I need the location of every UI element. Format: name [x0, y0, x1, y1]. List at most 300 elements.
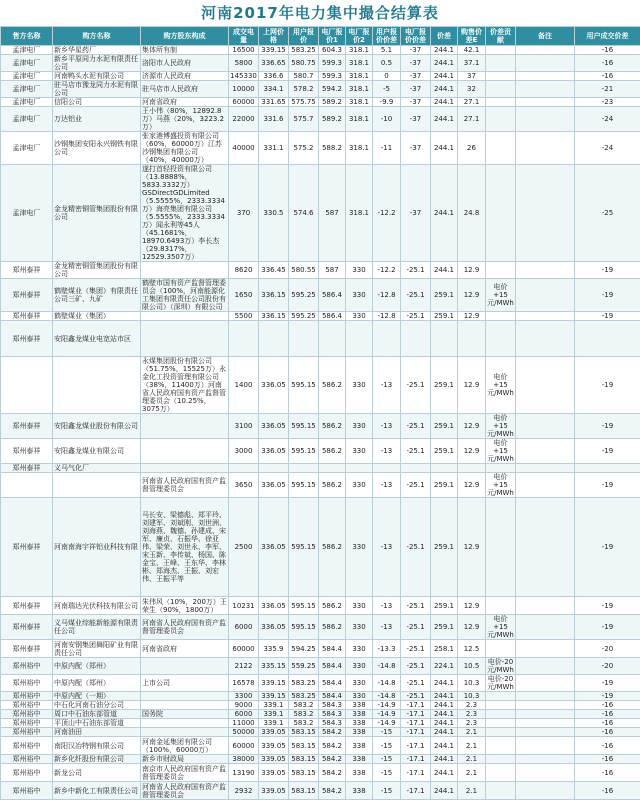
table-cell: 584.4 [319, 658, 346, 675]
table-cell: 583.2 [289, 701, 319, 710]
table-cell: 16578 [229, 675, 259, 692]
table-row [1, 279, 640, 312]
table-cell: 595.15 [289, 414, 319, 439]
table-cell: -16 [575, 55, 640, 72]
table-cell: 安阳鑫龙煤业股份有限公司 [53, 414, 141, 439]
table-cell: 339.05 [259, 782, 289, 800]
table-cell: 244.1 [431, 782, 458, 800]
table-cell: 339.15 [259, 675, 289, 692]
table-cell: -9.9 [373, 98, 401, 107]
table-cell [486, 55, 516, 72]
table-row [1, 357, 640, 414]
table-cell: 259.1 [431, 498, 458, 597]
table-cell: 郑州泰祥 [1, 279, 53, 312]
table-cell: 580.55 [289, 262, 319, 279]
table-cell: 338 [346, 737, 373, 755]
column-header: 购售价差E [458, 27, 486, 46]
table-cell: -20 [575, 658, 640, 675]
table-cell: -24 [575, 132, 640, 165]
table-cell: 583.15 [289, 737, 319, 755]
table-cell: 338 [346, 764, 373, 782]
table-cell: 338 [346, 782, 373, 800]
table-cell: 驻马店市豫龙同力水泥有限公司 [53, 81, 141, 98]
table-cell: -19 [575, 439, 640, 464]
table-cell: 沙钢集团安阳永兴钢铁有限公司 [53, 132, 141, 165]
table-cell: 586.2 [319, 473, 346, 498]
table-cell: 河南安钢集团舞阳矿业有限责任公司 [53, 640, 141, 658]
column-header: 电厂报价1 [319, 27, 346, 46]
table-cell: -37 [401, 132, 431, 165]
table-cell: 5800 [229, 55, 259, 72]
table-cell: 电价-20元/MWh [486, 675, 516, 692]
table-cell: 22000 [229, 107, 259, 132]
table-row [1, 414, 640, 439]
table-cell [141, 658, 229, 675]
table-row [1, 615, 640, 640]
table-cell: -16 [575, 782, 640, 800]
table-cell: 244.1 [431, 98, 458, 107]
table-cell: 583.25 [289, 675, 319, 692]
table-cell: -24 [575, 107, 640, 132]
table-cell: 郑州裕中 [1, 658, 53, 675]
table-cell: 孟津电厂 [1, 81, 53, 98]
table-cell [486, 132, 516, 165]
table-cell: -15 [373, 737, 401, 755]
table-cell [141, 312, 229, 321]
table-cell: -13 [373, 498, 401, 597]
table-cell: 王小伟（80%，12892.8万）马燕（20%，3223.2万） [141, 107, 229, 132]
table-cell [516, 692, 575, 701]
table-cell [516, 132, 575, 165]
table-cell: 郑州裕中 [1, 764, 53, 782]
table-cell: 244.1 [431, 701, 458, 710]
table-cell: 330 [346, 692, 373, 701]
table-cell [516, 719, 575, 728]
table-cell: 318.1 [346, 98, 373, 107]
table-cell: 336.05 [259, 498, 289, 597]
table-cell: 国务院 [141, 710, 229, 719]
table-cell: 594.25 [289, 640, 319, 658]
table-cell [516, 279, 575, 312]
table-cell [486, 98, 516, 107]
table-row [1, 640, 640, 658]
table-cell: 244.1 [431, 55, 458, 72]
table-cell: 586.4 [319, 279, 346, 312]
table-cell: 平顶山中石油东部管道 [53, 719, 141, 728]
table-cell: -37 [401, 72, 431, 81]
table-cell: 郑州泰祥 [1, 321, 53, 357]
table-cell [516, 464, 575, 473]
table-cell: 60000 [229, 737, 259, 755]
table-cell [516, 755, 575, 764]
table-cell [141, 414, 229, 439]
table-cell [486, 498, 516, 597]
table-row [1, 737, 640, 755]
table-cell: -16 [575, 72, 640, 81]
table-cell [458, 464, 486, 473]
table-cell: 259.1 [431, 414, 458, 439]
table-cell: 6000 [229, 615, 259, 640]
table-cell: 2.3 [458, 719, 486, 728]
table-cell [141, 439, 229, 464]
table-cell: 南阳汉冶特钢有限公司 [53, 737, 141, 755]
table-cell: 599.3 [319, 55, 346, 72]
table-cell [346, 321, 373, 357]
table-cell: 义马煤业综能新能源有限责任公司 [53, 615, 141, 640]
table-cell [516, 98, 575, 107]
column-header: 购方股东构成 [141, 27, 229, 46]
table-cell: 电价+15元/MWh [486, 473, 516, 498]
table-row [1, 132, 640, 165]
table-cell: -37 [401, 46, 431, 55]
table-cell: 5.1 [373, 46, 401, 55]
table-cell: 50000 [229, 728, 259, 737]
table-cell: 259.1 [431, 312, 458, 321]
table-cell: 5500 [229, 312, 259, 321]
table-cell: -15 [373, 764, 401, 782]
table-cell: 26 [458, 132, 486, 165]
table-cell [516, 701, 575, 710]
table-cell [516, 658, 575, 675]
table-cell: 中石化河南石油分公司 [53, 701, 141, 710]
table-cell: -14.9 [373, 710, 401, 719]
table-cell: 244.1 [431, 107, 458, 132]
table-cell: -14.8 [373, 658, 401, 675]
table-cell [486, 81, 516, 98]
table-cell: 587 [319, 165, 346, 262]
table-cell: 338 [346, 755, 373, 764]
table-cell: 电价+15元/MWh [486, 357, 516, 414]
table-cell: 583.15 [289, 728, 319, 737]
table-cell: 电价+15元/MWh [486, 439, 516, 464]
table-cell [373, 464, 401, 473]
table-cell [458, 321, 486, 357]
table-cell: -19 [575, 692, 640, 701]
table-cell: -17.1 [401, 782, 431, 800]
table-cell: 330 [346, 439, 373, 464]
table-cell: -21 [575, 81, 640, 98]
table-cell [486, 692, 516, 701]
table-row [1, 312, 640, 321]
table-cell: 339.05 [259, 728, 289, 737]
table-cell: -5 [373, 81, 401, 98]
table-cell: 郑州裕中 [1, 728, 53, 737]
table-row [1, 782, 640, 800]
table-cell: 2.1 [458, 737, 486, 755]
table-cell: 559.25 [289, 658, 319, 675]
table-cell: 12.9 [458, 357, 486, 414]
table-cell: 郑州泰祥 [1, 615, 53, 640]
table-cell: 336.45 [259, 262, 289, 279]
table-cell: 244.1 [431, 764, 458, 782]
table-cell: -13.3 [373, 640, 401, 658]
table-cell: 586.4 [319, 312, 346, 321]
table-cell: 586.2 [319, 414, 346, 439]
table-cell: 584.2 [319, 782, 346, 800]
table-cell: 586.2 [319, 357, 346, 414]
table-cell [486, 464, 516, 473]
table-cell: 339.15 [259, 692, 289, 701]
table-cell: 584.4 [319, 675, 346, 692]
table-cell [486, 72, 516, 81]
table-cell: 595.25 [289, 312, 319, 321]
table-cell: 河南金延集团有限公司（100%，60000万） [141, 737, 229, 755]
table-row [1, 98, 640, 107]
table-cell [141, 464, 229, 473]
table-cell: 2.1 [458, 728, 486, 737]
table-cell [431, 464, 458, 473]
table-row [1, 755, 640, 764]
table-cell: 郑州裕中 [1, 710, 53, 719]
table-cell: 集体所有制 [141, 46, 229, 55]
table-cell: 10.3 [458, 692, 486, 701]
table-cell: -25.1 [401, 615, 431, 640]
table-cell [141, 321, 229, 357]
table-cell: 338 [346, 701, 373, 710]
table-row [1, 728, 640, 737]
table-cell: 2.1 [458, 755, 486, 764]
header-row [1, 27, 640, 46]
table-row [1, 658, 640, 675]
table-cell [259, 464, 289, 473]
table-cell: 336.05 [259, 597, 289, 615]
table-cell: 新乡市财政局 [141, 755, 229, 764]
table-cell: 11000 [229, 719, 259, 728]
table-cell: 60000 [229, 640, 259, 658]
table-cell [486, 597, 516, 615]
table-cell: 331.6 [259, 107, 289, 132]
table-cell: 郑州裕中 [1, 719, 53, 728]
table-cell: 孟津电厂 [1, 46, 53, 55]
table-cell: -17.1 [401, 710, 431, 719]
table-cell: 12.5 [458, 640, 486, 658]
table-cell [289, 464, 319, 473]
table-cell: 584.2 [319, 728, 346, 737]
table-cell [486, 701, 516, 710]
table-cell: -25.1 [401, 640, 431, 658]
table-row [1, 321, 640, 357]
table-cell [516, 81, 575, 98]
table-cell: 12.9 [458, 262, 486, 279]
table-cell: 中原内配（一期） [53, 692, 141, 701]
table-row [1, 72, 640, 81]
table-cell [575, 321, 640, 357]
table-cell: 586.2 [319, 597, 346, 615]
table-cell: -19 [575, 498, 640, 597]
table-cell [401, 464, 431, 473]
table-cell: -17.1 [401, 728, 431, 737]
table-cell: -25.1 [401, 498, 431, 597]
table-cell: 27.1 [458, 98, 486, 107]
table-cell: 583.2 [289, 719, 319, 728]
table-cell: 583.25 [289, 46, 319, 55]
table-cell: 584.2 [319, 737, 346, 755]
table-cell: 河南南海宇祥铝业科技有限 [53, 498, 141, 597]
table-cell: -19 [575, 473, 640, 498]
table-cell: 10231 [229, 597, 259, 615]
table-cell: 575.7 [289, 107, 319, 132]
table-cell: 12.9 [458, 615, 486, 640]
table-row [1, 473, 640, 498]
table-row [1, 46, 640, 55]
table-cell: 330 [346, 312, 373, 321]
table-cell: 583.15 [289, 755, 319, 764]
table-cell: 574.6 [289, 165, 319, 262]
table-cell: 330 [346, 357, 373, 414]
table-cell: -25.1 [401, 692, 431, 701]
table-cell [516, 675, 575, 692]
table-cell: 37.1 [458, 55, 486, 72]
table-cell: -12.8 [373, 279, 401, 312]
table-cell [516, 764, 575, 782]
table-cell: 安阳鑫龙煤业电宽站市区 [53, 321, 141, 357]
table-cell: 孟津电厂 [1, 165, 53, 262]
table-cell: -15 [373, 782, 401, 800]
table-cell [516, 72, 575, 81]
table-cell: 义马气化厂 [53, 464, 141, 473]
table-cell: 中原内配（郑州） [53, 675, 141, 692]
table-cell: 孟津电厂 [1, 98, 53, 107]
table-cell: 330 [346, 279, 373, 312]
table-cell: 604.3 [319, 46, 346, 55]
table-cell: -16 [575, 728, 640, 737]
table-row [1, 719, 640, 728]
table-cell: 584.4 [319, 692, 346, 701]
table-cell [516, 473, 575, 498]
table-cell: 335.9 [259, 640, 289, 658]
page-title: 河南2017年电力集中撮合结算表 [0, 0, 640, 26]
table-cell: -12.2 [373, 165, 401, 262]
table-cell: 2.1 [458, 782, 486, 800]
table-cell: 万达铝业 [53, 107, 141, 132]
table-cell: 郑州泰祥 [1, 439, 53, 464]
table-cell: 338 [346, 728, 373, 737]
table-cell: 遂打首轻投资有限公司（13.8888%，5833.3332万）GSDirectGDLimited（5.5555%，2333.3334万）海亮集团有限公司（5.5555%，2333.3334万）闻永利等45人（45.1681%，18970.6493万）李长杰（29.8317%，12529.3507万） [141, 165, 229, 262]
table-cell: 2500 [229, 498, 259, 597]
table-cell: 电价+15元/MWh [486, 615, 516, 640]
table-cell: 586.2 [319, 498, 346, 597]
table-cell: 244.1 [431, 692, 458, 701]
table-cell: -16 [575, 755, 640, 764]
table-cell: -25.1 [401, 473, 431, 498]
table-cell [141, 262, 229, 279]
table-cell [486, 312, 516, 321]
table-cell: -37 [401, 98, 431, 107]
table-cell: 370 [229, 165, 259, 262]
table-cell: -13 [373, 439, 401, 464]
table-cell [516, 414, 575, 439]
table-cell [401, 321, 431, 357]
table-cell: 244.1 [431, 737, 458, 755]
table-cell: 588.2 [319, 132, 346, 165]
table-cell: 河南省政府 [141, 640, 229, 658]
table-cell: 鹤壁市国有资产监督管理委员会（100%，河南能源化工集团有限责任公司股份有限公司）（深圳）有限公司 [141, 279, 229, 312]
table-cell: 336.05 [259, 414, 289, 439]
table-cell [486, 764, 516, 782]
table-cell [141, 692, 229, 701]
table-cell: 13190 [229, 764, 259, 782]
table-cell [486, 710, 516, 719]
table-cell: 336.05 [259, 439, 289, 464]
table-cell [486, 755, 516, 764]
table-cell: 孟津电厂 [1, 72, 53, 81]
table-row [1, 597, 640, 615]
table-cell: 330 [346, 615, 373, 640]
table-cell: 595.15 [289, 439, 319, 464]
table-cell: 10.5 [458, 658, 486, 675]
table-cell: -17.1 [401, 737, 431, 755]
table-cell: 2932 [229, 782, 259, 800]
table-cell: -25.1 [401, 357, 431, 414]
table-cell: 583.15 [289, 764, 319, 782]
table-cell: 12.9 [458, 597, 486, 615]
table-cell: 580.7 [289, 72, 319, 81]
column-header: 上网价格 [259, 27, 289, 46]
table-cell: 244.1 [431, 675, 458, 692]
table-cell: 中原内配（郑州） [53, 658, 141, 675]
table-cell: -19 [575, 262, 640, 279]
table-cell: 584.3 [319, 710, 346, 719]
table-cell: -11 [373, 132, 401, 165]
column-header: 备注 [516, 27, 575, 46]
table-cell: 9000 [229, 701, 259, 710]
table-cell: 37 [458, 72, 486, 81]
table-cell: 12.9 [458, 414, 486, 439]
table-cell: 330 [346, 414, 373, 439]
table-cell: 电价+15元/MWh [486, 279, 516, 312]
table-cell: -14.9 [373, 719, 401, 728]
table-cell: 595.15 [289, 357, 319, 414]
table-cell [516, 321, 575, 357]
table-cell [516, 597, 575, 615]
table-cell: 589.2 [319, 107, 346, 132]
table-cell [229, 464, 259, 473]
table-cell: 595.15 [289, 615, 319, 640]
table-cell: 244.1 [431, 46, 458, 55]
table-cell: -16 [575, 737, 640, 755]
table-cell [516, 107, 575, 132]
table-cell: 周口中石油东部管道 [53, 710, 141, 719]
table-cell: -25.1 [401, 597, 431, 615]
table-cell: 郑州裕中 [1, 737, 53, 755]
table-cell: 12.9 [458, 312, 486, 321]
table-row [1, 701, 640, 710]
table-row [1, 692, 640, 701]
table-cell: 孟津电厂 [1, 107, 53, 132]
table-cell: -37 [401, 107, 431, 132]
table-cell: 0.5 [373, 55, 401, 72]
table-cell [1, 473, 53, 498]
table-cell: -14.8 [373, 675, 401, 692]
table-cell: 3650 [229, 473, 259, 498]
table-cell: -37 [401, 55, 431, 72]
table-cell: -25.1 [401, 262, 431, 279]
table-cell: 330 [346, 658, 373, 675]
table-cell: 586.2 [319, 439, 346, 464]
table-cell [229, 321, 259, 357]
table-cell [346, 464, 373, 473]
table-cell: 575.2 [289, 132, 319, 165]
table-cell [516, 55, 575, 72]
table-cell: 336.6 [259, 72, 289, 81]
table-cell: 580.75 [289, 55, 319, 72]
table-cell [516, 782, 575, 800]
table-cell: -13 [373, 597, 401, 615]
table-cell [319, 464, 346, 473]
table-cell: 金龙精密铜管集团股份有限公司 [53, 262, 141, 279]
table-cell: 0 [373, 72, 401, 81]
table-cell: 新乡中新化工有限责任公司 [53, 782, 141, 800]
